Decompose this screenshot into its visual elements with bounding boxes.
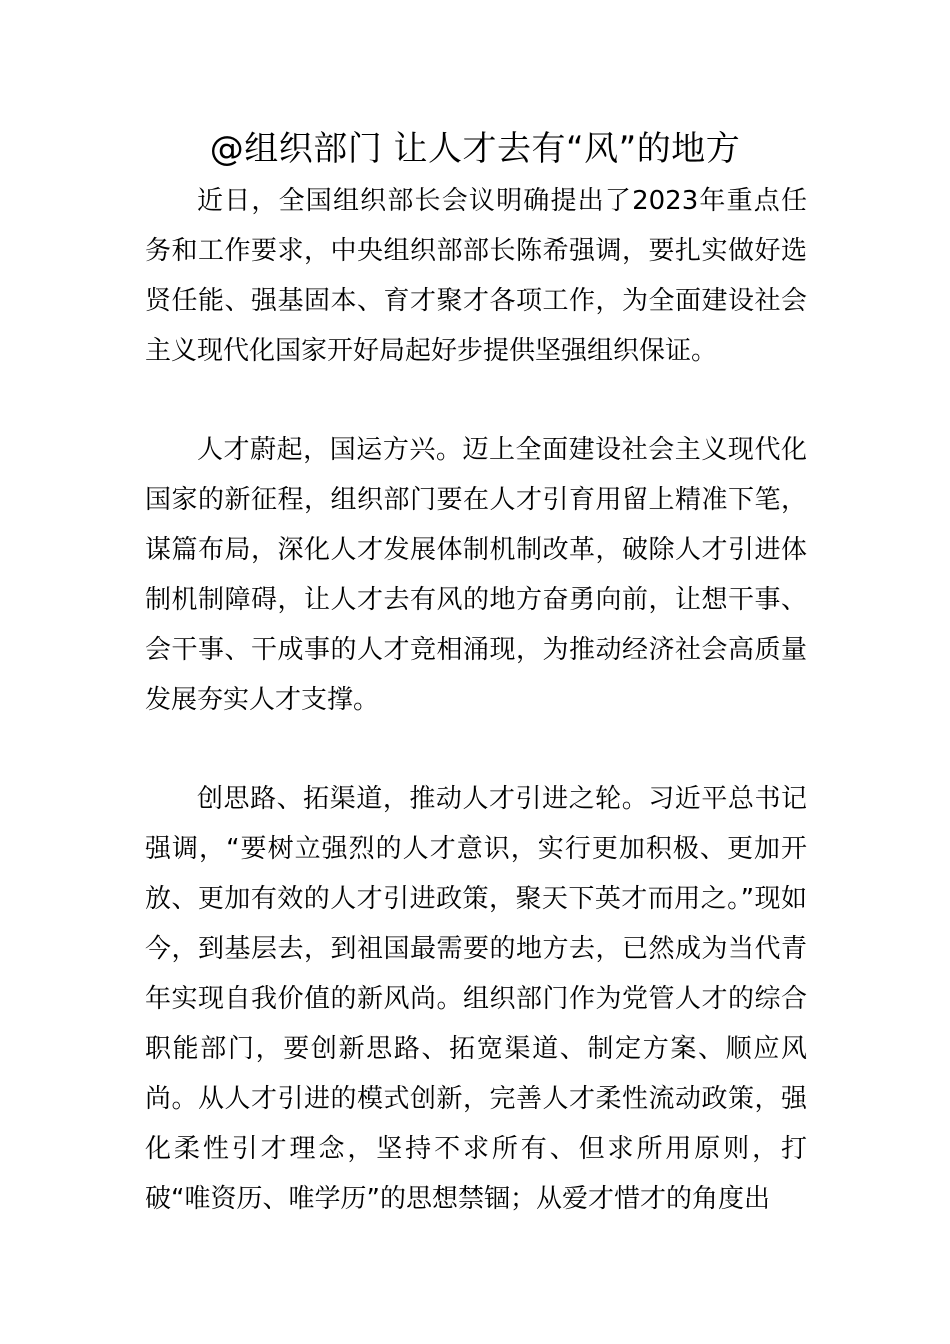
paragraph-1: 近日，全国组织部长会议明确提出了2023年重点任务和工作要求，中央组织部部长陈希强调，要扎实做好选贤任能、强基固本、育才聚才各项工作，为全面建设社会主义现代化国家开好局起好步提供坚强组织保证。 <box>145 186 807 366</box>
paragraph-2: 人才蔚起，国运方兴。迈上全面建设社会主义现代化国家的新征程，组织部门要在人才引育用留上精准下笔，谋篇布局，深化人才发展体制机制改革，破除人才引进体制机制障碍，让人才去有风的地方奋勇向前，让想干事、会干事、干成事的人才竞相涌现，为推动经济社会高质量发展夯实人才支撑。 <box>145 435 807 715</box>
document-title: @组织部门 让人才去有“风”的地方 <box>209 129 741 169</box>
paragraph-3: 创思路、拓渠道，推动人才引进之轮。习近平总书记强调，“要树立强烈的人才意识，实行更加积极、更加开放、更加有效的人才引进政策，聚天下英才而用之。”现如今，到基层去，到祖国最需要的地方去，已然成为当代青年实现自我价值的新风尚。组织部门作为党管人才的综合职能部门，要创新思路、拓宽渠道、制定方案、顺应风尚。从人才引进的模式创新，完善人才柔性流动政策，强化柔性引才理念，坚持不求所有、但求所用原则，打破“唯资历、唯学历”的思想禁锢；从爱才惜才的角度出 <box>145 784 807 1214</box>
